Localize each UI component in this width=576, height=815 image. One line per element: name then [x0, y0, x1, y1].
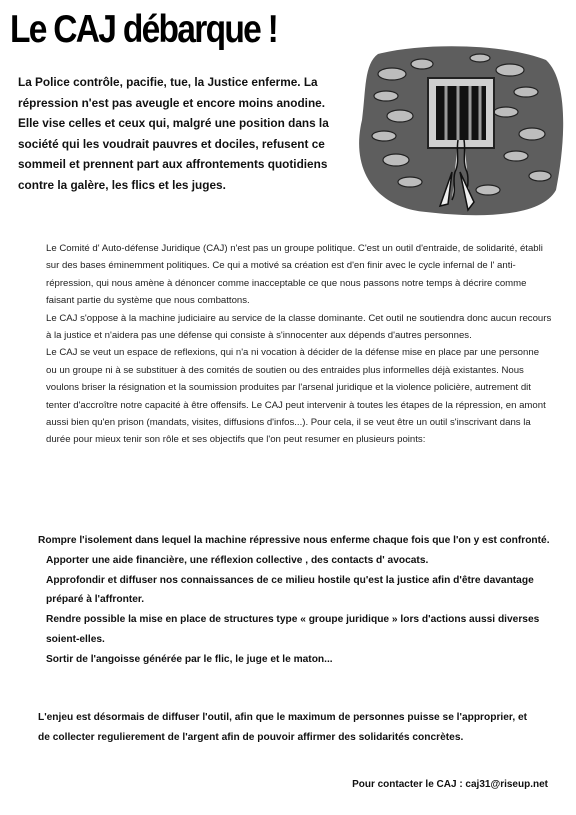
body-paragraph: Le CAJ s'oppose à la machine judiciaire au service de la classe dominante. Cet outil ne soutiendra donc aucun recours à la justice et n'aidera pas une défense qui consiste à s'innocenter aux dépends d'autres personnes.	[46, 312, 552, 342]
list-item: Rompre l'isolement dans lequel la machine répressive nous enferme chaque fois que l'on y est confronté.	[38, 535, 550, 546]
closing-paragraph: L'enjeu est désormais de diffuser l'outil, afin que le maximum de personnes puisse se l'approprier, et de collecter regulierement de l'argent afin de pouvoir affirmer des solidarités concrètes.	[38, 712, 528, 743]
body-paragraph: Le CAJ se veut un espace de reflexions, qui n'a ni vocation à décider de la défense mise en place par une personne ou un groupe ni à se substituer à des comités de soutien ou des entraides plus informelles déjà existantes. Nous voulons briser la résignation et la soumission produites par l'arsenal juridique et la violence policière, autrement dit tenter d'accroître notre capacité à être offensifs. Le CAJ peut intervenir à toutes les étapes de la répression, en amont aussi bien qu'en prison (mandats, visites, diffusions d'infos...). Pour cela, il se veut être un outil s'inscrivant dans la durée pour mieux tenir son rôle et ses objectifs que l'on peut resumer en plusieurs points:	[46, 347, 546, 446]
points-list	[38, 531, 552, 670]
prison-window-illustration	[356, 40, 566, 220]
intro-paragraph: La Police contrôle, pacifie, tue, la Justice enferme. La répression n'est pas aveugle et encore moins anodine. Elle vise celles et ceux qui, malgré une position dans la société qui les voudrait pauvres et dociles, refusent ce sommeil et prennent part aux affrontements quotidiens contre la galère, les flics et les juges.	[18, 75, 329, 192]
page-title: Le CAJ débarque !	[10, 8, 278, 51]
list-item: Rendre possible la mise en place de structures type « groupe juridique » lors d'actions aussi diverses soient-elles.	[46, 614, 540, 645]
body-text	[38, 240, 552, 449]
contact-line: Pour contacter le CAJ : caj31@riseup.net	[352, 779, 548, 790]
list-item: Approfondir et diffuser nos connaissances de ce milieu hostile qu'est la justice afin d'être davantage préparé à l'affronter.	[46, 574, 534, 606]
list-item: Sortir de l'angoisse générée par le flic, le juge et le maton...	[46, 653, 333, 665]
list-item: Apporter une aide financière, une réflexion collective , des contacts d' avocats.	[46, 554, 429, 566]
body-paragraph: Le Comité d' Auto-défense Juridique (CAJ) n'est pas un groupe politique. C'est un outil d'entraide, de solidarité, établi sur des bases éminemment politiques. Ce qui a motivé sa création est d'en finir avec le cycle infernal de l' anti-répression, qui nous amène à dénoncer comme inacceptable ce que nous passons notre temps à décrire comme faisant partie du système que nous combattons.	[46, 243, 543, 307]
